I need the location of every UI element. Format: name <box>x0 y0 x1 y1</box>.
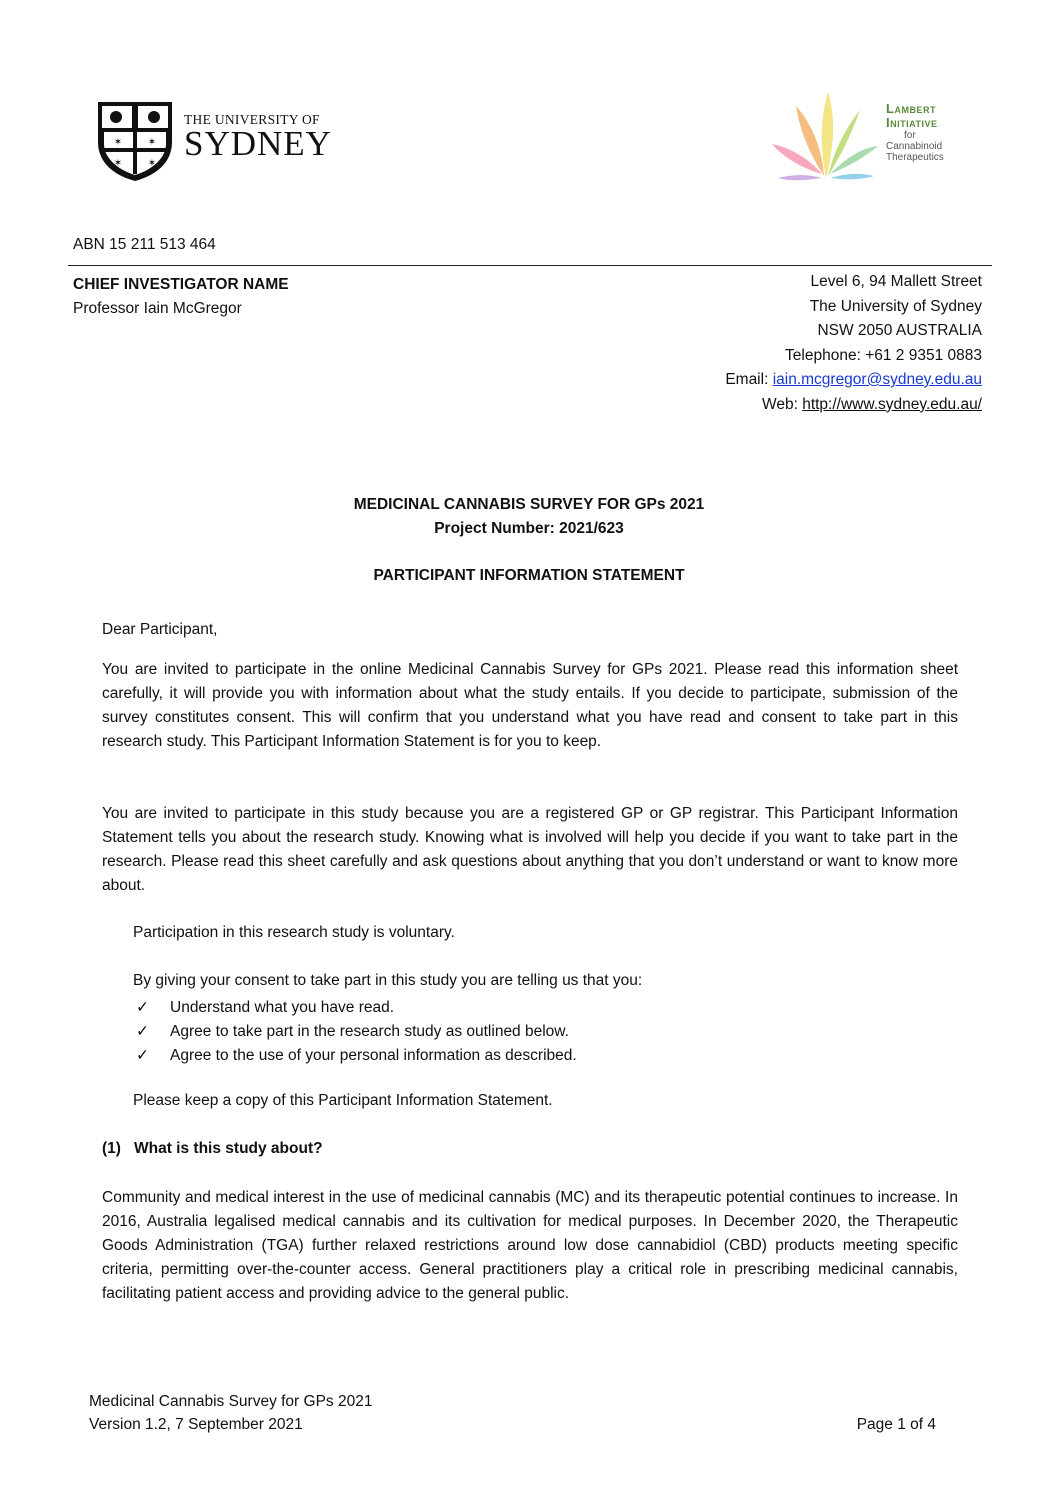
usyd-logo-line2: SYDNEY <box>184 124 332 163</box>
checklist-text: Understand what you have read. <box>170 999 395 1016</box>
consent-intro: By giving your consent to take part in this study you are telling us that you: <box>133 972 643 989</box>
telephone: Telephone: +61 2 9351 0883 <box>785 346 982 364</box>
svg-text:✶: ✶ <box>147 158 157 169</box>
survey-title: MEDICINAL CANNABIS SURVEY FOR GPs 2021 <box>353 496 705 513</box>
university-of-sydney-logo <box>94 98 334 182</box>
section-1-heading <box>102 1140 323 1158</box>
web-label: Web: <box>762 395 803 413</box>
web-row <box>725 393 982 418</box>
list-item <box>136 1044 577 1068</box>
consent-checklist <box>136 996 577 1068</box>
statement-title: PARTICIPANT INFORMATION STATEMENT <box>373 567 685 584</box>
project-number: Project Number: 2021/623 <box>434 520 624 537</box>
checklist-text: Agree to take part in the research study as outlined below. <box>170 1023 569 1040</box>
intro-paragraph: You are invited to participate in the online Medicinal Cannabis Survey for GPs 2021. Please read this information sheet carefully, it will provide you with information about what the study entails. If you decide to participate, submission of the survey constitutes consent. This will confirm that you understand what you have read and consent to take part in this research study. This Participant Information Statement is for you to keep. <box>102 661 958 750</box>
web-link[interactable]: http://www.sydney.edu.au/ <box>802 395 982 413</box>
salutation: Dear Participant, <box>102 621 218 638</box>
email-row <box>725 368 982 393</box>
list-item <box>136 1020 577 1044</box>
lambert-logo-line4: Cannabinoid <box>886 141 943 152</box>
abn-number: ABN 15 211 513 464 <box>73 236 216 253</box>
voluntary-statement: Participation in this research study is voluntary. <box>133 924 455 941</box>
svg-text:✶: ✶ <box>147 137 157 148</box>
email-label: Email: <box>725 371 773 388</box>
lambert-logo-line3: for <box>904 130 916 141</box>
lambert-initiative-logo <box>766 88 966 188</box>
checklist-text: Agree to the use of your personal information as described. <box>170 1047 577 1064</box>
eligibility-paragraph: You are invited to participate in this study because you are a registered GP or GP registrar. This Participant Information Statement tells you about the research study. Knowing what is involved will help you decide if you want to take part in the research. Please read this sheet carefully and ask questions about anything that you don’t understand or want to know more about. <box>102 805 958 894</box>
chief-investigator-name: Professor Iain McGregor <box>73 300 242 317</box>
contact-address <box>725 270 982 417</box>
checkmark-icon: ✓ <box>136 1047 149 1064</box>
lambert-logo-line1: Lambert <box>886 101 936 116</box>
address-line3: NSW 2050 AUSTRALIA <box>817 322 982 339</box>
section-1-number: (1) <box>102 1140 121 1157</box>
address-line1: Level 6, 94 Mallett Street <box>810 273 982 290</box>
lambert-logo-line5: Therapeutics <box>886 152 944 163</box>
footer-document-title: Medicinal Cannabis Survey for GPs 2021 <box>89 1393 373 1410</box>
checkmark-icon: ✓ <box>136 999 149 1016</box>
keep-copy-note: Please keep a copy of this Participant Information Statement. <box>133 1092 553 1109</box>
study-about-paragraph: Community and medical interest in the use of medicinal cannabis (MC) and its therapeutic potential continues to increase. In 2016, Australia legalised medical cannabis and its cultivation for medical purposes. In December 2020, the Therapeutic Goods Administration (TGA) further relaxed restrictions around low dose cannabidiol (CBD) products meeting specific criteria, permitting over-the-counter access. General practitioners play a critical role in prescribing medicinal cannabis, facilitating patient access and providing advice to the general public. <box>102 1189 958 1302</box>
svg-text:✶: ✶ <box>113 158 123 169</box>
lambert-logo-line2: Initiative <box>886 115 938 130</box>
header-divider <box>68 265 992 266</box>
svg-text:✶: ✶ <box>113 137 123 148</box>
section-1-title: What is this study about? <box>134 1140 323 1157</box>
university-crest-icon <box>94 98 176 182</box>
usyd-logo-line1: THE UNIVERSITY OF <box>184 112 320 127</box>
checkmark-icon: ✓ <box>136 1023 149 1040</box>
email-link[interactable]: iain.mcgregor@sydney.edu.au <box>772 371 982 388</box>
list-item <box>136 996 577 1020</box>
footer-version: Version 1.2, 7 September 2021 <box>89 1416 303 1433</box>
address-line2: The University of Sydney <box>809 297 982 315</box>
cannabis-leaf-icon <box>766 88 886 188</box>
chief-investigator-title: CHIEF INVESTIGATOR NAME <box>73 276 289 293</box>
page-number: Page 1 of 4 <box>856 1416 936 1433</box>
